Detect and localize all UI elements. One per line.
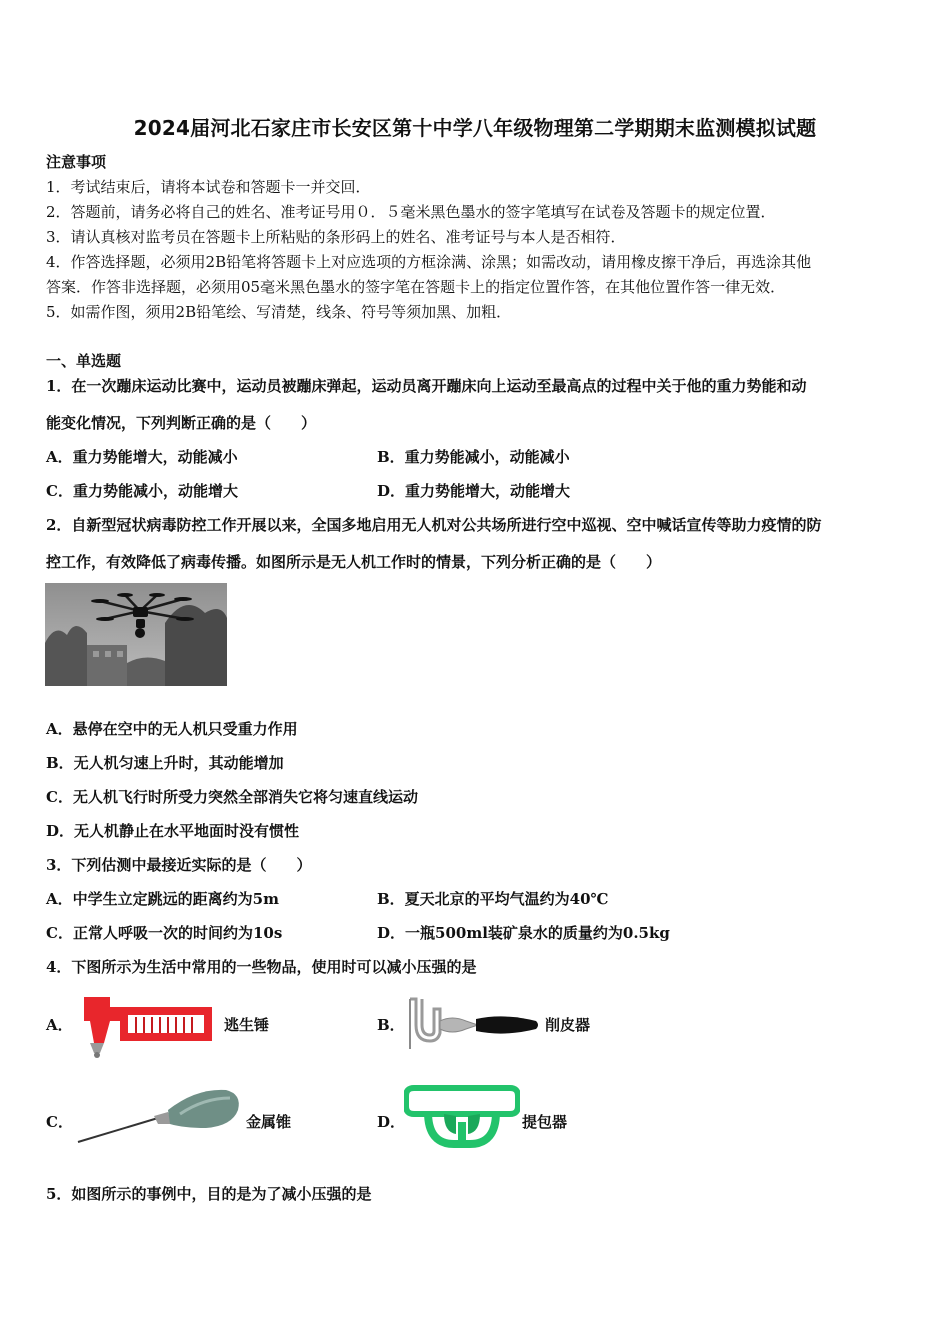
q4-option-b-letter: B． [377,1016,405,1034]
peeler-image [404,995,542,1053]
notice-item: 4．作答选择题，必须用2B铅笔将答题卡上对应选项的方框涂满、涂黑；如需改动，请用橡皮擦干净后，再选涂其他 [46,253,812,271]
notice-item: 5．如需作图，须用2B铅笔绘、写清楚，线条、符号等须加黑、加粗． [46,303,512,321]
q2-option-c: C．无人机飞行时所受力突然全部消失它将匀速直线运动 [46,788,418,806]
escape-hammer-image [76,993,214,1059]
q1-stem-line2: 能变化情况，下列判断正确的是（ ） [46,414,317,432]
q1-stem-line1: 1．在一次蹦床运动比赛中，运动员被蹦床弹起，运动员离开蹦床向上运动至最高点的过程中关于他的重力势能和动 [46,377,807,395]
q2-option-a: A．悬停在空中的无人机只受重力作用 [46,720,298,738]
page-title: 2024届河北石家庄市长安区第十中学八年级物理第二学期期末监测模拟试题 [133,116,817,140]
q3-option-c: C．正常人呼吸一次的时间约为10s [46,924,283,942]
q3-option-b: B．夏天北京的平均气温约为40℃ [377,890,609,908]
q3-option-d: D．一瓶500ml装矿泉水的质量约为0.5kg [377,924,670,942]
q3-option-a: A．中学生立定跳远的距离约为5m [46,890,279,908]
q1-option-a: A．重力势能增大，动能减小 [46,448,238,466]
q4-option-a-caption: 逃生锤 [224,1016,270,1034]
q4-option-c-caption: 金属锥 [246,1113,292,1131]
q5-stem: 5．如图所示的事例中，目的是为了减小压强的是 [46,1185,372,1203]
q4-stem: 4．下图所示为生活中常用的一些物品，使用时可以减小压强的是 [46,958,477,976]
q2-option-d: D．无人机静止在水平地面时没有惯性 [46,822,300,840]
q4-option-b-caption: 削皮器 [545,1016,591,1034]
notice-item: 答案．作答非选择题，必须用05毫米黑色墨水的签字笔在答题卡上的指定位置作答，在其他位置作答一律无效． [46,278,786,296]
q4-option-c-letter: C． [46,1113,73,1131]
q1-option-d: D．重力势能增大，动能增大 [377,482,571,500]
notice-item: 3．请认真核对监考员在答题卡上所粘贴的条形码上的姓名、准考证号与本人是否相符． [46,228,626,246]
q4-option-d-letter: D． [377,1113,406,1131]
q3-stem: 3．下列估测中最接近实际的是（ ） [46,856,312,874]
q1-option-c: C．重力势能减小，动能增大 [46,482,238,500]
q4-option-d-caption: 提包器 [522,1113,568,1131]
q2-stem-line1: 2．自新型冠状病毒防控工作开展以来，全国多地启用无人机对公共场所进行空中巡视、空中喊话宣传等助力疫情的防 [46,516,822,534]
q2-stem-line2: 控工作，有效降低了病毒传播。如图所示是无人机工作时的情景，下列分析正确的是（ ） [46,553,662,571]
notice-item: 1．考试结束后，请将本试卷和答题卡一并交回． [46,178,371,196]
notice-item: 2．答题前，请务必将自己的姓名、准考证号用０．５毫米黑色墨水的签字笔填写在试卷及答题卡的规定位置． [46,203,776,221]
drone-photo [45,583,227,686]
notice-heading: 注意事项 [46,153,107,171]
q1-option-b: B．重力势能减小，动能减小 [377,448,570,466]
q4-option-a-letter: A． [46,1016,73,1034]
q2-option-b: B．无人机匀速上升时，其动能增加 [46,754,284,772]
awl-image [76,1084,242,1146]
section-heading: 一、单选题 [46,352,122,370]
bag-carrier-image [404,1082,520,1150]
